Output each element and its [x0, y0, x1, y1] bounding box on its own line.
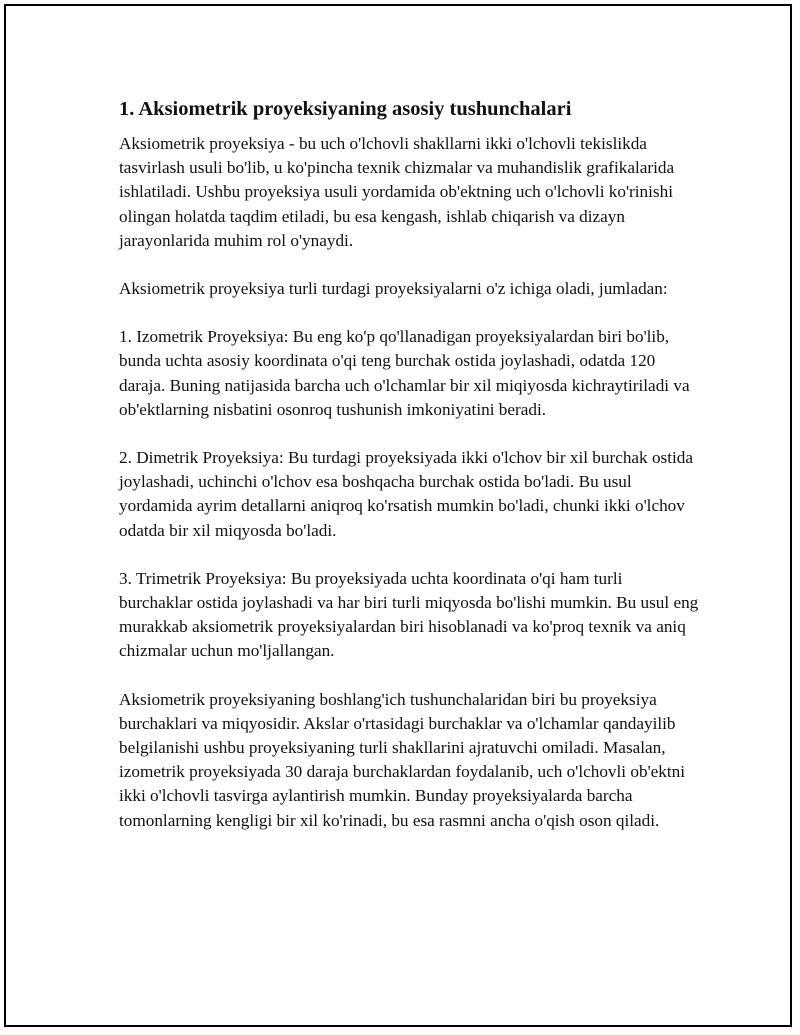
paragraph-intro: Aksiometrik proyeksiya - bu uch o'lchovli shakllarni ikki o'lchovli tekislikda tasvirlash usuli bo'lib, u ko'pincha texnik chizmalar va muhandislik grafikalarida ishlatiladi. Ushbu proyeksiya usuli yordamida ob'ektning uch o'lchovli ko'rinishi olingan holatda taqdim etiladi, bu esa kengash, ishlab chiqarish va dizayn jarayonlarida muhim rol o'ynaydi.	[119, 134, 675, 250]
paragraph-isometric: 1. Izometrik Proyeksiya: Bu eng ko'p qo'llanadigan proyeksiyalardan biri bo'lib, bunda uchta asosiy koordinata o'qi teng burchak ostida joylashadi, odatda 120 daraja. Buning natijasida barcha uch o'lchamlar bir xil miqiyosda kichraytiriladi va ob'ektlarning nisbatini osonroq tushunish imkoniyatini beradi.	[119, 327, 690, 419]
paragraph-angles-scale: Aksiometrik proyeksiyaning boshlang'ich tushunchalaridan biri bu proyeksiya burchaklari va miqyosidir. Akslar o'rtasidagi burchaklar va o'lchamlar qandayilib belgilanishi ushbu proyeksiyaning turli shakllarini ajratuvchi omiladi. Masalan, izometrik proyeksiyada 30 daraja burchaklardan foydalanib, uch o'lchovli ob'ektni ikki o'lchovli tasvirga aylantirish mumkin. Bunday proyeksiyalarda barcha tomonlarning kengligi bir xil ko'rinadi, bu esa rasmni ancha o'qish oson qiladi.	[119, 689, 686, 830]
paragraph-dimetric: 2. Dimetrik Proyeksiya: Bu turdagi proyeksiyada ikki o'lchov bir xil burchak ostida joylashadi, uchinchi o'lchov esa boshqacha burchak ostida bo'ladi. Bu usul yordamida ayrim detallarni aniqroq ko'rsatish mumkin bo'ladi, chunki ikki o'lchov odatda bir xil miqyosda bo'ladi.	[119, 448, 694, 540]
document-heading: 1. Aksiometrik proyeksiyaning asosiy tushunchalari	[119, 98, 572, 120]
page-frame	[4, 4, 792, 1027]
paragraph-types-intro: Aksiometrik proyeksiya turli turdagi proyeksiyalarni o'z ichiga oladi, jumladan:	[119, 279, 668, 299]
document-body	[119, 96, 699, 857]
paragraph-trimetric: 3. Trimetrik Proyeksiya: Bu proyeksiyada uchta koordinata o'qi ham turli burchaklar ostida joylashadi va har biri turli miqyosda bo'lishi mumkin. Bu usul eng murakkab aksiometrik proyeksiyalardan biri hisoblanadi va ko'proq texnik va aniq chizmalar uchun mo'ljallangan.	[119, 568, 699, 661]
